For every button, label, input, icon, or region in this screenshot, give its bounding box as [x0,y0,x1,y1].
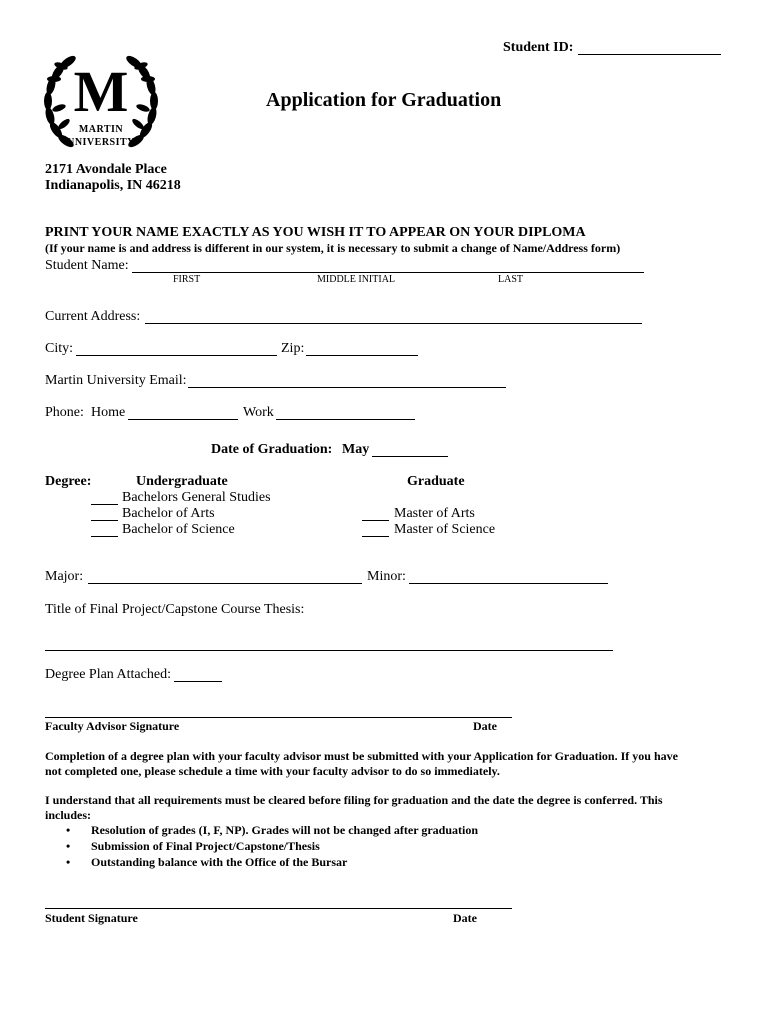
degree-plan-notice-line-2: not completed one, please schedule a time with your faculty advisor to do so immediately. [45,764,500,778]
degree-plan-label: Degree Plan Attached: [45,667,171,682]
major-label: Major: [45,569,84,584]
option-bachelor-of-science: Bachelor of Science [122,522,235,537]
list-item: • Outstanding balance with the Office of the Bursar [66,855,348,869]
checkbox-master-of-arts[interactable] [362,520,389,521]
bullet-icon: • [66,855,71,869]
current-address-label: Current Address: [45,309,141,324]
name-first-caption: FIRST [173,274,201,285]
student-name-field[interactable] [132,272,644,273]
phone-work-field[interactable] [276,419,415,420]
instructions-heading: PRINT YOUR NAME EXACTLY AS YOU WISH IT TO APPEAR ON YOUR DIPLOMA [45,225,586,240]
logo-text-top: MARTIN [78,124,124,135]
city-label: City: [45,341,74,356]
checkbox-bachelor-of-science[interactable] [91,536,118,537]
option-master-of-arts: Master of Arts [394,506,475,521]
advisor-signature-field[interactable] [45,717,512,718]
requirements-notice-line-2: includes: [45,808,92,822]
phone-label: Phone: [45,405,84,420]
thesis-field[interactable] [45,650,613,651]
checkbox-master-of-science[interactable] [362,536,389,537]
option-bachelor-of-arts: Bachelor of Arts [122,506,215,521]
student-signature-label: Student Signature [45,911,138,925]
option-bachelors-general-studies: Bachelors General Studies [122,490,271,505]
requirements-list [66,823,478,871]
graduation-year-field[interactable] [372,456,448,457]
zip-label: Zip: [281,341,305,356]
page-title: Application for Graduation [266,89,502,111]
zip-field[interactable] [306,355,418,356]
checkbox-bachelor-of-arts[interactable] [91,520,118,521]
bullet-icon: • [66,839,71,853]
phone-home-label: Home [91,405,126,420]
email-field[interactable] [188,387,506,388]
address-line-1: 2171 Avondale Place [45,162,167,177]
list-item: • Resolution of grades (I, F, NP). Grades will not be changed after graduation [66,823,478,837]
list-item: • Submission of Final Project/Capstone/Thesis [66,839,320,853]
name-last-caption: LAST [498,274,523,285]
address-line-2: Indianapolis, IN 46218 [45,178,181,193]
student-id-label: Student ID: [503,40,574,55]
degree-label: Degree: [45,474,92,489]
city-field[interactable] [76,355,277,356]
student-id-field[interactable] [578,54,721,55]
instructions-note: (If your name is and address is different in our system, it is necessary to submit a change of Name/Address form) [45,241,621,255]
phone-work-label: Work [243,405,274,420]
undergrad-heading: Undergraduate [136,474,228,489]
degree-plan-field[interactable] [174,681,222,682]
requirements-notice-line-1: I understand that all requirements must be cleared before filing for graduation and the date the degree is conferred. This [45,793,663,807]
student-name-label: Student Name: [45,258,129,273]
email-label: Martin University Email: [45,373,187,388]
university-logo [38,44,164,164]
name-middle-caption: MIDDLE INITIAL [317,274,396,285]
major-field[interactable] [88,583,362,584]
current-address-field[interactable] [145,323,642,324]
student-signature-field[interactable] [45,908,512,909]
bullet-icon: • [66,823,71,837]
degree-plan-notice-line-1: Completion of a degree plan with your faculty advisor must be submitted with your Application for Graduation. If you have [45,749,678,763]
student-date-label: Date [453,911,477,925]
advisor-date-label: Date [473,719,497,733]
logo-letter: M [73,59,129,124]
phone-home-field[interactable] [128,419,238,420]
thesis-label: Title of Final Project/Capstone Course Thesis: [45,602,305,617]
minor-field[interactable] [409,583,608,584]
graduation-month: May [342,442,370,457]
checkbox-bachelors-general-studies[interactable] [91,504,118,505]
graduation-date-label: Date of Graduation: [211,442,333,457]
logo-text-bottom: UNIVERSITY [67,137,135,148]
grad-heading: Graduate [407,474,465,489]
minor-label: Minor: [367,569,406,584]
advisor-signature-label: Faculty Advisor Signature [45,719,180,733]
option-master-of-science: Master of Science [394,522,496,537]
